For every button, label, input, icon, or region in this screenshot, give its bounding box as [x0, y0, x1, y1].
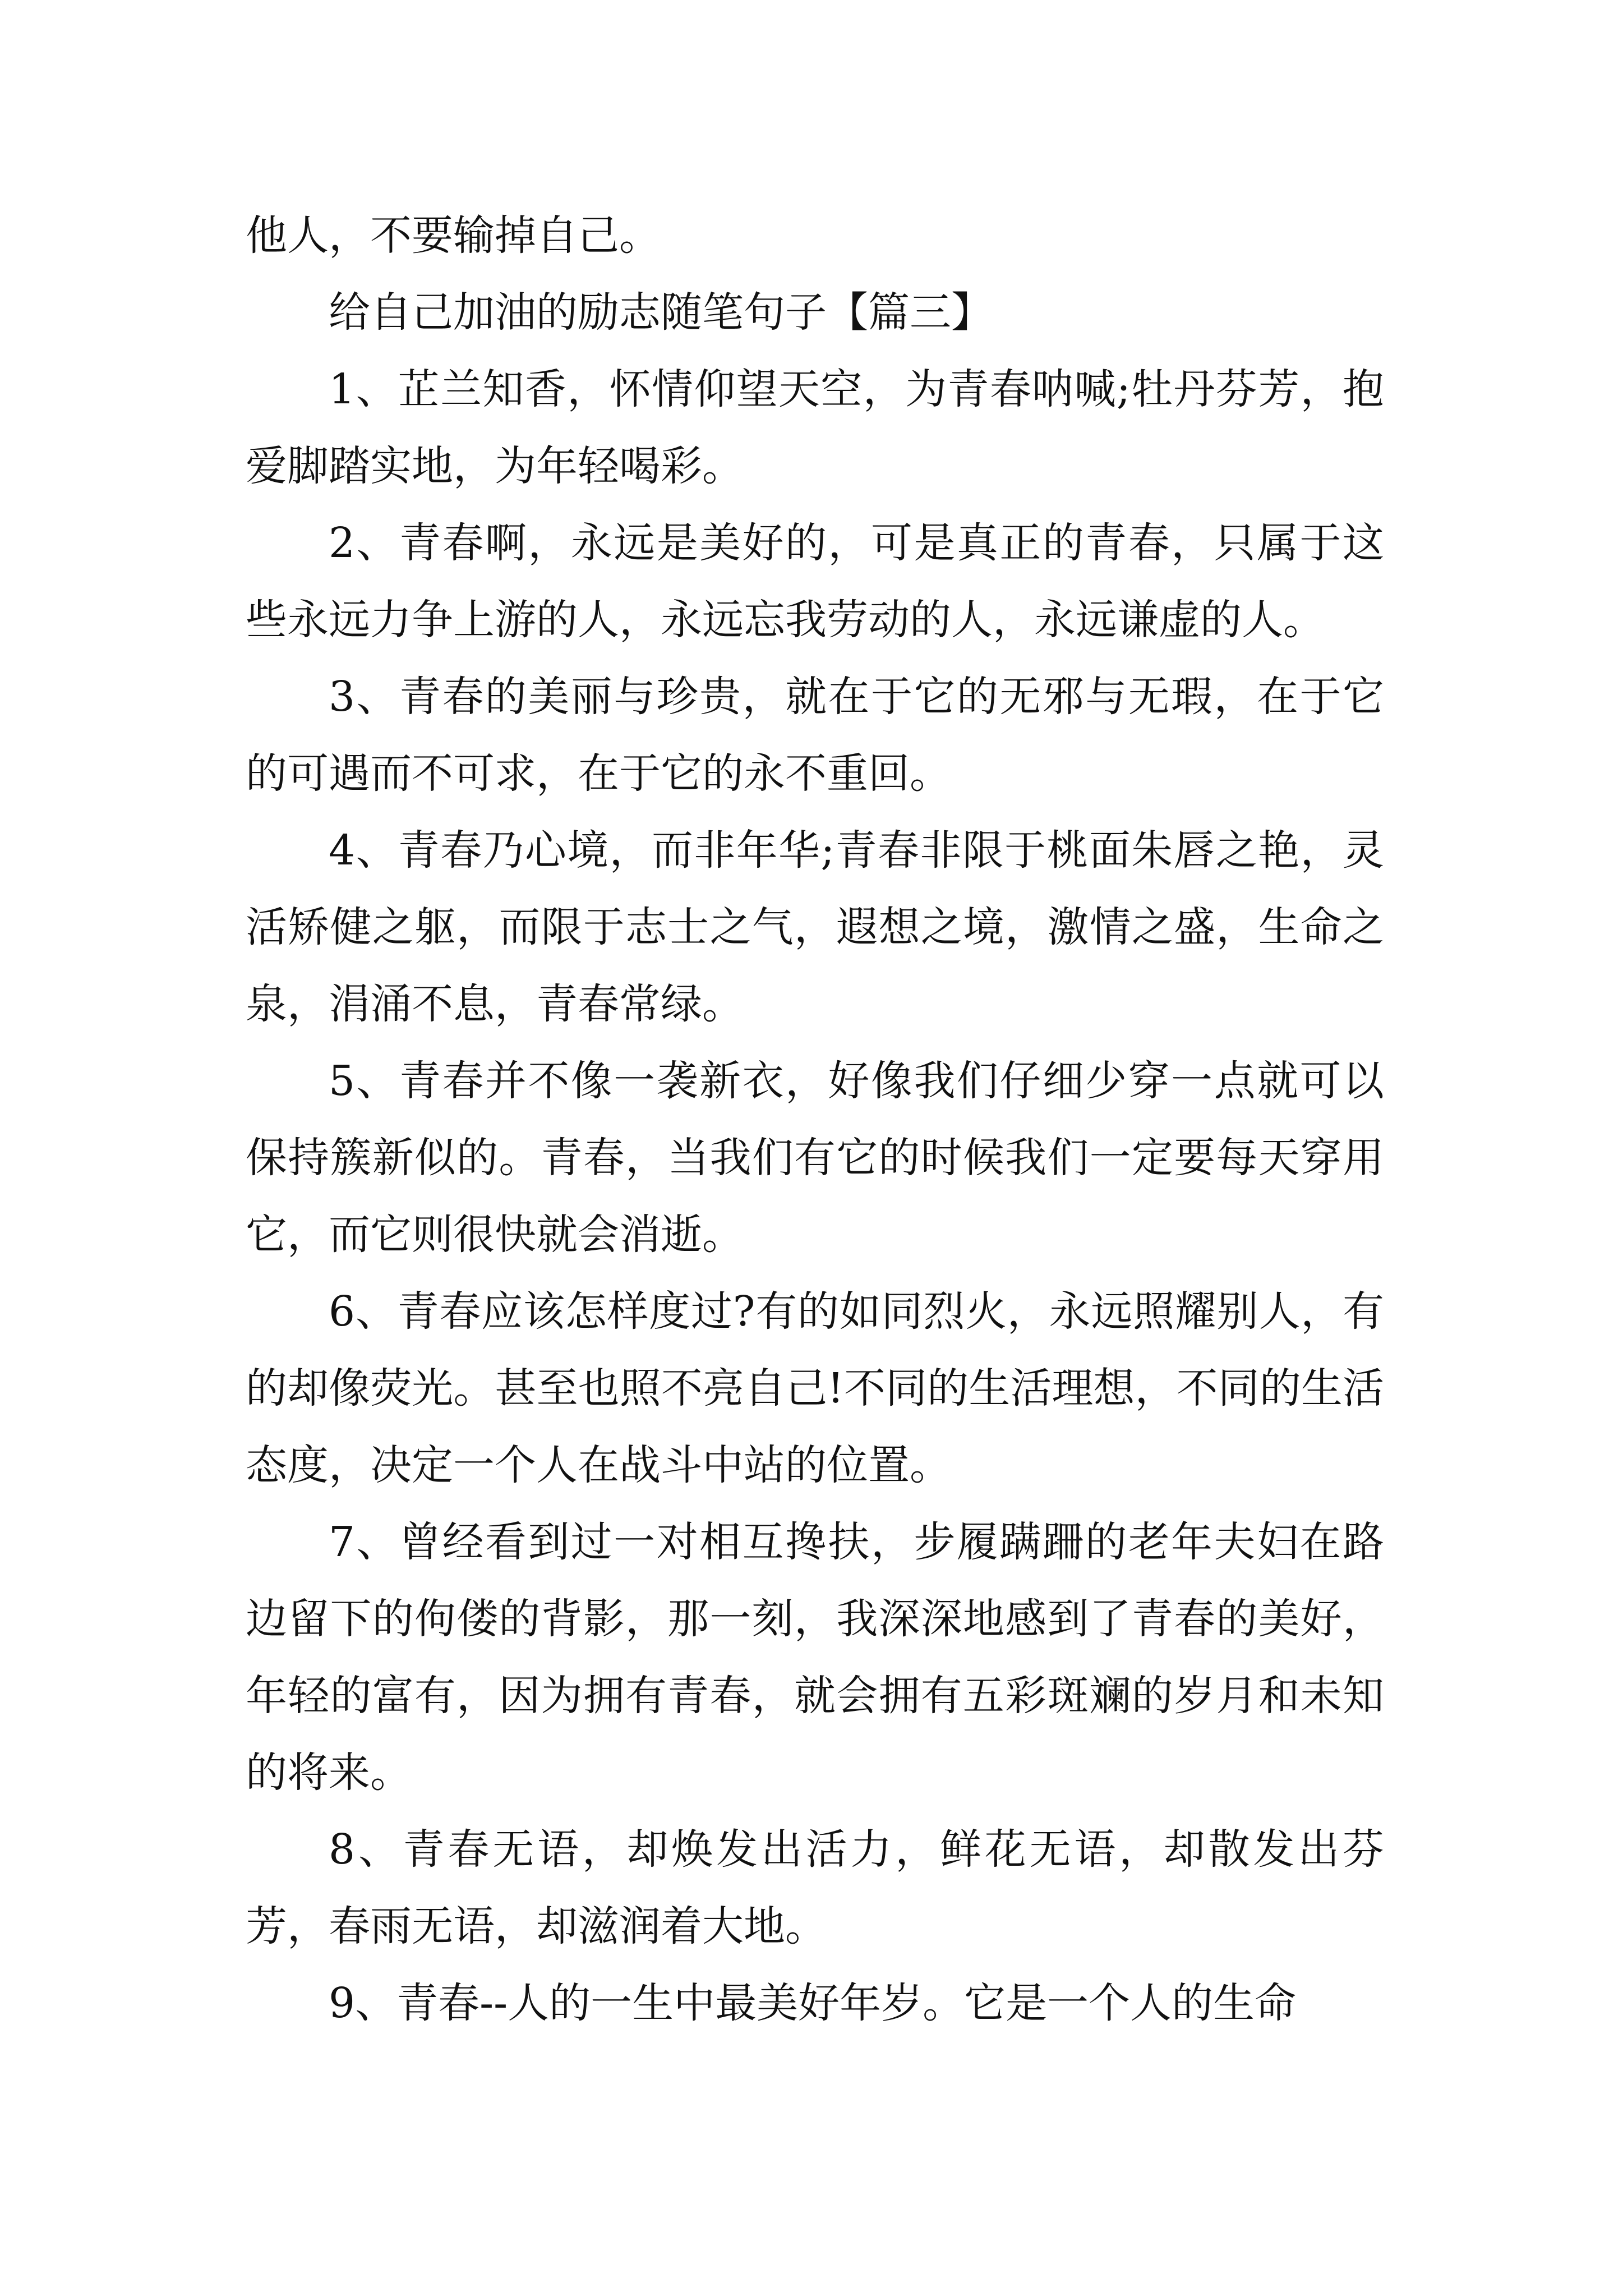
paragraph-8: 8、青春无语，却焕发出活力，鲜花无语，却散发出芬芳，春雨无语，却滋润着大地。	[246, 1825, 1384, 1950]
document-body	[246, 197, 1384, 2042]
section-heading: 给自己加油的励志随笔句子【篇三】	[329, 288, 993, 337]
paragraph-7: 7、曾经看到过一对相互搀扶，步履蹒跚的老年夫妇在路边留下的佝偻的背影，那一刻，我深深地感到了青春的美好，年轻的富有，因为拥有青春，就会拥有五彩斑斓的岁月和未知的将来。	[246, 1518, 1384, 1797]
paragraph-2: 2、青春啊，永远是美好的，可是真正的青春，只属于这些永远力争上游的人，永远忘我劳动的人，永远谦虚的人。	[246, 519, 1384, 644]
paragraph-4: 4、青春乃心境，而非年华;青春非限于桃面朱唇之艳，灵活矫健之躯，而限于志士之气，遐想之境，激情之盛，生命之泉，涓涌不息，青春常绿。	[246, 826, 1384, 1028]
continued-paragraph: 他人，不要输掉自己。	[246, 211, 661, 260]
paragraph-3: 3、青春的美丽与珍贵，就在于它的无邪与无瑕，在于它的可遇而不可求，在于它的永不重回。	[246, 673, 1384, 798]
paragraph-5: 5、青春并不像一袭新衣，好像我们仔细少穿一点就可以保持簇新似的。青春，当我们有它的时候我们一定要每天穿用它，而它则很快就会消逝。	[246, 1057, 1384, 1259]
paragraph-6: 6、青春应该怎样度过?有的如同烈火，永远照耀别人，有的却像荧光。甚至也照不亮自己!不同的生活理想，不同的生活态度，决定一个人在战斗中站的位置。	[246, 1287, 1384, 1489]
paragraph-1: 1、芷兰知香，怀情仰望天空，为青春呐喊;牡丹芬芳，抱爱脚踏实地，为年轻喝彩。	[246, 365, 1384, 490]
paragraph-9: 9、青春--人的一生中最美好年岁。它是一个人的生命	[329, 1979, 1297, 2027]
